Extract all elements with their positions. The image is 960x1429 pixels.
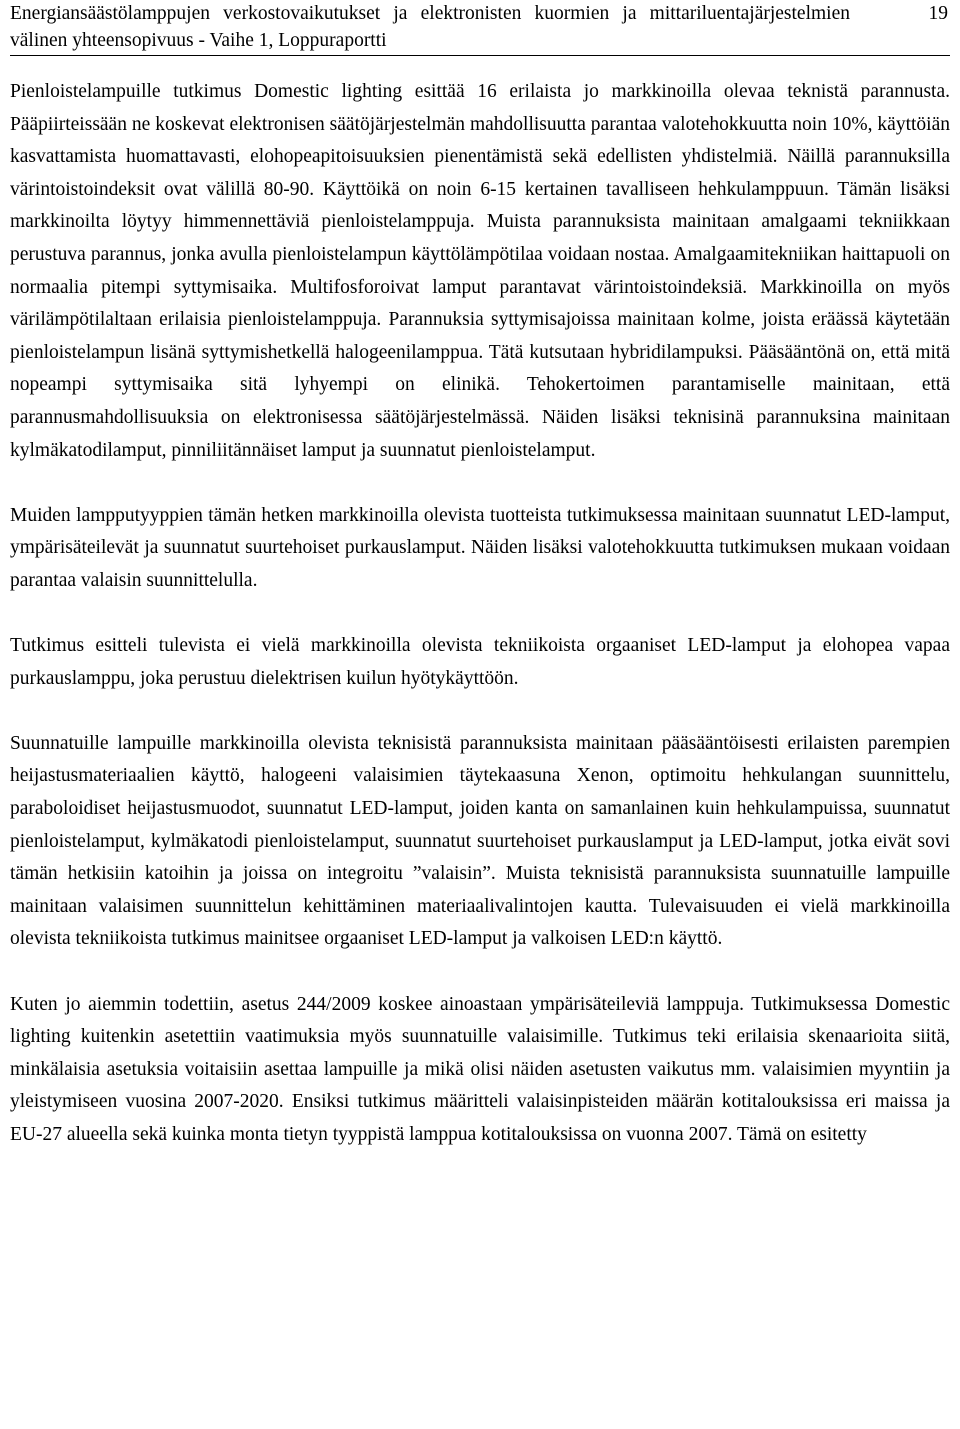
paragraph-regulation: Kuten jo aiemmin todettiin, asetus 244/2009 koskee ainoastaan ympärisäteileviä lamppuja. Tutkimuksessa Domestic lighting kuitenkin asetettiin vaatimuksia myös suunnatuille valaisimille. Tutkimus teki erilaisia skenaarioita siitä, minkälaisia asetuksia voitaisiin asettaa lampuille ja mikä olisi näiden asetusten vaikutus mm. valaisimien myyntiin ja yleistymiseen vuosina 2007-2020. Ensiksi tutkimus määritteli valaisinpisteiden määrän kotitalouksissa eri maissa ja EU-27 alueella sekä kuinka monta tietyn tyyppistä lamppua kotitalouksissa on vuonna 2007. Tämä on esitetty xyxy=(10,993,950,1145)
page-number: 19 xyxy=(928,3,948,24)
page-header xyxy=(10,0,950,56)
paragraph-other-lamp-types: Muiden lampputyyppien tämän hetken markkinoilla olevista tuotteista tutkimuksessa mainitaan suunnatut LED-lamput, ympärisäteilevät ja suunnatut suurtehoiset purkauslamput. Näiden lisäksi valotehokkuutta tutkimuksen mukaan voidaan parantaa valaisin suunnittelulla. xyxy=(10,504,950,591)
document-body xyxy=(10,76,950,1152)
paragraph-directional-lamps: Suunnatuille lampuille markkinoilla olevista teknisistä parannuksista mainitaan pääsääntöisesti erilaisten parempien heijastusmateriaalien käyttö, halogeeni valaisimien täytekaasuna Xenon, optimoitu hehkulangan suunnittelu, paraboloidiset heijastusmuodot, suunnatut LED-lamput, joiden kanta on samanlainen kuin hehkulampuissa, suunnatut pienloistelamput, kylmäkatodi pienloistelamput, suunnatut suurtehoiset purkauslamput ja LED-lamput, jotka eivät sovi tämän hetkisiin katoihin ja joissa on integroitu ”valaisin”. Muista teknisistä parannuksista suunnatuille lampuille mainitaan valaisimen suunnittelun kehittäminen materiaalivalintojen kautta. Tulevaisuuden ei vielä markkinoilla olevista tekniikoista tutkimus mainitsee orgaaniset LED-lamput ja valkoisen LED:n käyttö. xyxy=(10,732,950,950)
paragraph-future-technologies: Tutkimus esitteli tulevista ei vielä markkinoilla olevista tekniikoista orgaaniset LED-lamput ja elohopea vapaa purkauslamppu, joka perustuu dielektrisen kuilun hyötykäyttöön. xyxy=(10,635,950,689)
document-title: Energiansäästölamppujen verkostovaikutukset ja elektronisten kuormien ja mittariluentajärjestelmien välinen yhteensopivuus - Vaihe 1, Loppuraportti xyxy=(10,3,850,51)
paragraph-compact-fluorescent: Pienloistelampuille tutkimus Domestic lighting esittää 16 erilaista jo markkinoilla olevaa teknistä parannusta. Pääpiirteissään ne koskevat elektronisen säätöjärjestelmän mahdollisuutta parantaa valotehokkuutta noin 10%, käyttöiän kasvattamista huomattavasti, elohopeapitoisuuksien pienentämistä sekä edellisten yhdistelmiä. Näillä parannuksilla värintoistoindeksit ovat välillä 80-90. Käyttöikä on noin 6-15 kertainen tavalliseen hehkulamppuun. Tämän lisäksi markkinoilta löytyy himmennettäviä pienloistelamppuja. Muista parannuksista mainitaan amalgaami tekniikkaan perustuva parannus, jonka avulla pienloistelampun käyttölämpötilaa voidaan nostaa. Amalgaamitekniikan haittapuoli on normaalia pitempi syttymisaika. Multifosforoivat lamput parantavat värintoistoindeksiä. Markkinoilla on myös värilämpötilaltaan erilaisia pienloistelamppuja. Parannuksia syttymisajoissa mainitaan kolme, joista eräässä käytetään pienloistelampun lisänä syttymishetkellä halogeenilamppua. Tätä kutsutaan hybridilampuksi. Pääsääntönä on, että mitä nopeampi syttymisaika sitä lyhyempi on elinikä. Tehokertoimen parantamiselle mainitaan, että parannusmahdollisuuksia on elektronisessa säätöjärjestelmässä. Näiden lisäksi teknisinä parannuksina mainitaan kylmäkatodilamput, pinniliitännäiset lamput ja suunnatut pienloistelamput. xyxy=(10,81,950,461)
